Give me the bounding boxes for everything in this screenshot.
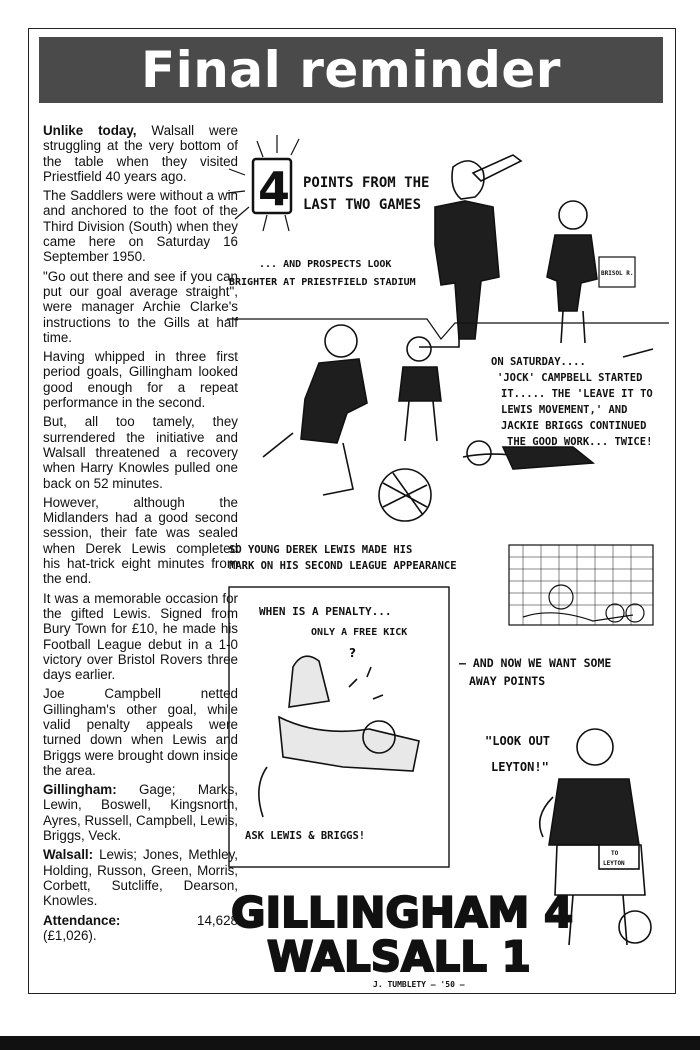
case-label: LEYTON [603,860,625,867]
caption-line: "LOOK OUT [485,734,551,748]
article-text [43,123,238,943]
caption-line: ... AND PROSPECTS LOOK [259,259,392,270]
case-label: TO [611,850,619,857]
attendance-label: Attendance: [43,912,121,928]
paragraph: But, all too tamely, they surrendered the initiative and Walsall threatened a recovery when Harry Knowles pulled one back on 52 minutes. [43,414,238,491]
caption-line: ON SATURDAY.... [491,356,586,368]
caption-line: BRIGHTER AT PRIESTFIELD STADIUM [229,277,416,288]
lineup-label: Walsall: [43,847,94,863]
caption-line: MARK ON HIS SECOND LEAGUE APPEARANCE [229,560,457,572]
caption-line: POINTS FROM THE [303,175,430,191]
question-mark: ? [349,646,356,660]
paragraph [43,123,238,184]
caption-line: LEWIS MOVEMENT,' AND [501,404,628,416]
goal-net [509,545,653,625]
lineup-label: Gillingham: [43,782,117,798]
attendance-value: 14,628 [197,912,238,928]
paragraph: The Saddlers were without a win and anchored to the foot of the Third Division (South) when they came here on Saturday 16 September 1950. [43,188,238,265]
paragraph: However, although the Midlanders had a good second session, their fate was sealed when Derek Lewis completed his hat-trick eight minutes from the end. [43,494,238,587]
caption-line: JACKIE BRIGGS CONTINUED [501,420,647,432]
paragraph: It was a memorable occasion for the gifted Lewis. Signed from Bury Town for £10, he made his Football League debut in a 1-0 victory over Bristol Rovers three days earlier. [43,590,238,683]
artist-signature: J. TUMBLETY — '50 — [373,980,465,989]
gillingham-lineup [43,782,238,843]
lineup-names: Gage; Marks, Lewin, Boswell, Kingsnorth, Ayres, Russell, Campbell, Lewis, Briggs, Veck. [43,782,238,844]
caption-line: 'JOCK' CAMPBELL STARTED [497,372,643,384]
caption-line: AWAY POINTS [469,674,546,688]
caption-line: LAST TWO GAMES [303,197,422,213]
cartoon-illustration [223,127,669,989]
attendance-receipts: (£1,026). [43,927,97,943]
attendance [43,913,238,944]
bag-label: BRISOL R. [601,270,634,277]
caption-line: SO YOUNG DEREK LEWIS MADE HIS [229,544,413,556]
caption-line: ONLY A FREE KICK [311,627,408,638]
caption-line: IT..... THE 'LEAVE IT TO [501,388,653,400]
caption-line: THE GOOD WORK... TWICE! [507,436,653,448]
paragraph: "Go out there and see if you can put our goal average straight", were manager Archie Clarke's instructions to the Gills at half time. [43,268,238,345]
four-numeral: 4 [258,162,291,216]
panel-four-points [227,135,653,357]
paragraph: Having whipped in three first period goals, Gillingham looked good enough for a repeat performance in the second. [43,349,238,411]
article-frame [28,28,676,994]
paragraph-text: Walsall were struggling at the very bottom of the table when they visited Priestfield 40 years ago. [43,123,238,184]
score-line-walsall: WALSALL 1 [267,932,531,981]
caption-line: ASK LEWIS & BRIGGS! [245,830,366,842]
caption-line: — AND NOW WE WANT SOME [459,656,612,670]
caption-line: LEYTON!" [491,760,549,774]
lead-in: Unlike today, [43,123,137,138]
caption-line: WHEN IS A PENALTY... [259,605,392,618]
headline: Final reminder [39,37,663,103]
score-line-gillingham: GILLINGHAM 4 [231,888,574,937]
walsall-lineup [43,847,238,908]
lineup-names: Lewis; Jones, Methley, Holding, Russon, Green, Morris, Corbett, Sutcliffe, Dearson, Knowles. [43,847,238,909]
page-bottom-rule [0,1036,700,1050]
paragraph: Joe Campbell netted Gillingham's other goal, while valid penalty appeals were turned down when Lewis and Briggs were brought down inside the area. [43,686,238,778]
